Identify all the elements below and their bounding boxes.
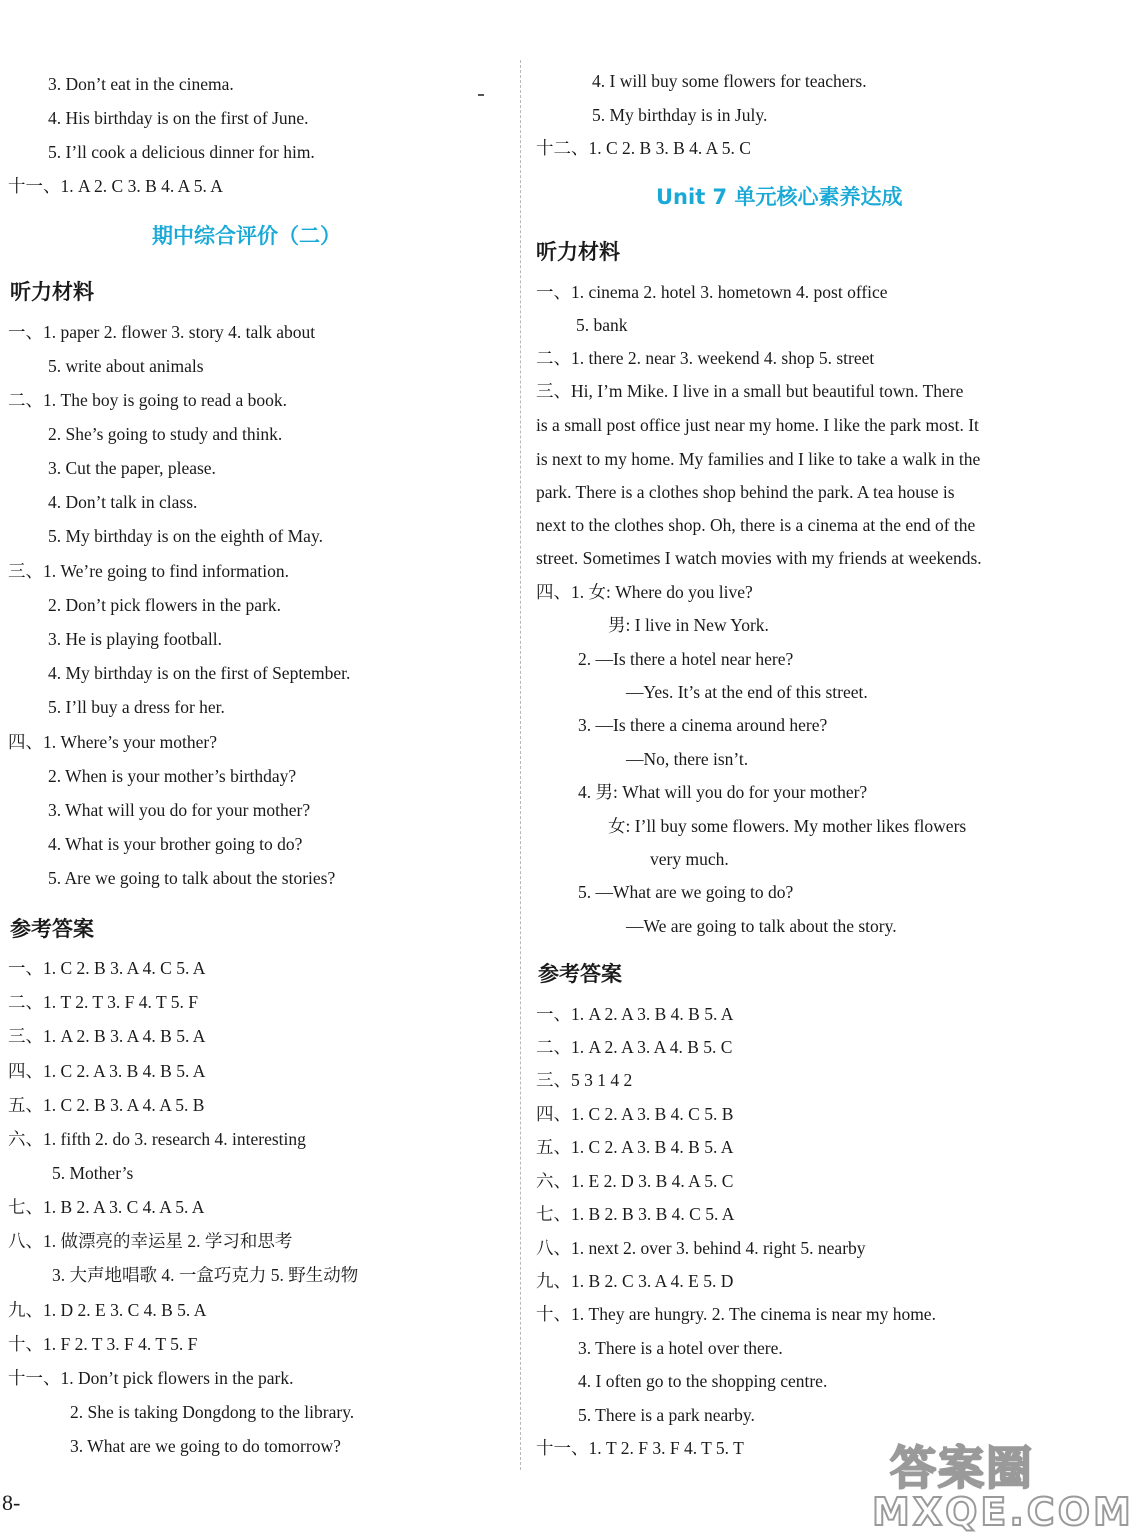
answer-line: 九、1. D 2. E 3. C 4. B 5. A [8, 1300, 207, 1320]
text-line: —We are going to talk about the story. [626, 916, 897, 936]
text-line: 2. Don’t pick flowers in the park. [48, 595, 281, 615]
answer-line: 十一、1. Don’t pick flowers in the park. [8, 1368, 294, 1388]
text-line: 2. —Is there a hotel near here? [578, 649, 794, 669]
answer-line: 十二、1. C 2. B 3. B 4. A 5. C [536, 138, 751, 158]
text-line: 4. What is your brother going to do? [48, 834, 303, 854]
text-line: 5. I’ll buy a dress for her. [48, 697, 225, 717]
section-title-midterm: 期中综合评价（二） [152, 224, 341, 248]
text-line: 一、1. cinema 2. hotel 3. hometown 4. post office [536, 282, 888, 302]
text-line: 4. I will buy some flowers for teachers. [592, 71, 867, 91]
text-line: —Yes. It’s at the end of this street. [626, 682, 868, 702]
text-line: 四、1. 女: Where do you live? [536, 582, 753, 602]
text-line: 4. Don’t talk in class. [48, 492, 198, 512]
answer-line: 八、1. 做漂亮的幸运星 2. 学习和思考 [8, 1231, 293, 1251]
text-line: 5. bank [576, 315, 628, 335]
answer-line: 三、1. A 2. B 3. A 4. B 5. A [8, 1026, 206, 1046]
text-line: is a small post office just near my home. I like the park most. It [536, 415, 979, 435]
listening-heading: 听力材料 [10, 280, 94, 304]
text-line: 二、1. there 2. near 3. weekend 4. shop 5. street [536, 348, 875, 368]
answer-line: 三、5 3 1 4 2 [536, 1070, 633, 1090]
text-line: 4. 男: What will you do for your mother? [578, 782, 868, 802]
text-line: 四、1. Where’s your mother? [8, 732, 217, 752]
answer-line: 3. What are we going to do tomorrow? [70, 1436, 341, 1456]
answer-line: 十、1. They are hungry. 2. The cinema is near my home. [536, 1304, 936, 1324]
text-line: 5. —What are we going to do? [578, 882, 794, 902]
answer-line: 二、1. A 2. A 3. A 4. B 5. C [536, 1037, 733, 1057]
text-line: 3. What will you do for your mother? [48, 800, 311, 820]
text-line: 5. Are we going to talk about the stories? [48, 868, 336, 888]
answer-line: 七、1. B 2. A 3. C 4. A 5. A [8, 1197, 205, 1217]
text-line: 三、Hi, I’m Mike. I live in a small but beautiful town. There [536, 381, 964, 401]
text-line: 女: I’ll buy some flowers. My mother likes flowers [608, 816, 967, 836]
answer-line: 3. 大声地唱歌 4. 一盒巧克力 5. 野生动物 [52, 1265, 359, 1285]
text-line: 2. She’s going to study and think. [48, 424, 283, 444]
answer-line: 十、1. F 2. T 3. F 4. T 5. F [8, 1334, 198, 1354]
answer-line: 一、1. C 2. B 3. A 4. C 5. A [8, 958, 206, 978]
answer-line: 六、1. fifth 2. do 3. research 4. interesting [8, 1129, 306, 1149]
text-line: 4. His birthday is on the first of June. [48, 108, 309, 128]
text-line: 5. My birthday is in July. [592, 105, 768, 125]
watermark-logo-text: 答案圈 [890, 1441, 1034, 1495]
answer-line: 五、1. C 2. A 3. B 4. B 5. A [536, 1137, 734, 1157]
text-line: very much. [650, 849, 729, 869]
answer-line: 5. There is a park nearby. [578, 1405, 755, 1425]
answer-line: 5. Mother’s [52, 1163, 134, 1183]
page-number: 8- [2, 1490, 21, 1515]
text-line: 3. Cut the paper, please. [48, 458, 216, 478]
answer-line: 七、1. B 2. B 3. B 4. C 5. A [536, 1204, 735, 1224]
answer-line: 十一、1. T 2. F 3. F 4. T 5. T [536, 1438, 744, 1458]
listening-heading: 听力材料 [536, 240, 620, 264]
watermark-url: MXQE.COM [872, 1490, 1134, 1534]
text-line: 5. My birthday is on the eighth of May. [48, 526, 323, 546]
text-line: 5. write about animals [48, 356, 204, 376]
text-line: 5. I’ll cook a delicious dinner for him. [48, 142, 315, 162]
text-line: 3. He is playing football. [48, 629, 223, 649]
text-line: 一、1. paper 2. flower 3. story 4. talk about [8, 322, 316, 342]
answer-line: 4. I often go to the shopping centre. [578, 1371, 828, 1391]
answer-line: 十一、1. A 2. C 3. B 4. A 5. A [8, 176, 223, 196]
section-title-unit7: Unit 7 单元核心素养达成 [656, 185, 903, 209]
column-divider [520, 60, 521, 1470]
text-line: is next to my home. My families and I like to take a walk in the [536, 449, 981, 469]
text-line: —No, there isn’t. [626, 749, 749, 769]
answer-line: 四、1. C 2. A 3. B 4. B 5. A [8, 1061, 206, 1081]
text-line: 4. My birthday is on the first of September. [48, 663, 351, 683]
answer-line: 九、1. B 2. C 3. A 4. E 5. D [536, 1271, 734, 1291]
text-line: 男: I live in New York. [608, 615, 769, 635]
answer-line: 四、1. C 2. A 3. B 4. C 5. B [536, 1104, 734, 1124]
answer-line: 2. She is taking Dongdong to the library. [70, 1402, 355, 1422]
text-line: next to the clothes shop. Oh, there is a cinema at the end of the [536, 515, 976, 535]
answer-line: 八、1. next 2. over 3. behind 4. right 5. nearby [536, 1238, 866, 1258]
stray-mark [478, 94, 484, 96]
text-line: 3. Don’t eat in the cinema. [48, 74, 234, 94]
answers-heading: 参考答案 [538, 962, 622, 986]
answer-line: 六、1. E 2. D 3. B 4. A 5. C [536, 1171, 734, 1191]
answers-heading: 参考答案 [10, 917, 94, 941]
text-line: 三、1. We’re going to find information. [8, 561, 289, 581]
answer-line: 二、1. T 2. T 3. F 4. T 5. F [8, 992, 198, 1012]
text-line: 2. When is your mother’s birthday? [48, 766, 297, 786]
answer-line: 五、1. C 2. B 3. A 4. A 5. B [8, 1095, 205, 1115]
text-line: street. Sometimes I watch movies with my friends at weekends. [536, 548, 982, 568]
answer-line: 一、1. A 2. A 3. B 4. B 5. A [536, 1004, 734, 1024]
text-line: 3. —Is there a cinema around here? [578, 715, 828, 735]
site-watermark [872, 1432, 1134, 1536]
answer-line: 3. There is a hotel over there. [578, 1338, 783, 1358]
text-line: 二、1. The boy is going to read a book. [8, 390, 287, 410]
text-line: park. There is a clothes shop behind the park. A tea house is [536, 482, 955, 502]
